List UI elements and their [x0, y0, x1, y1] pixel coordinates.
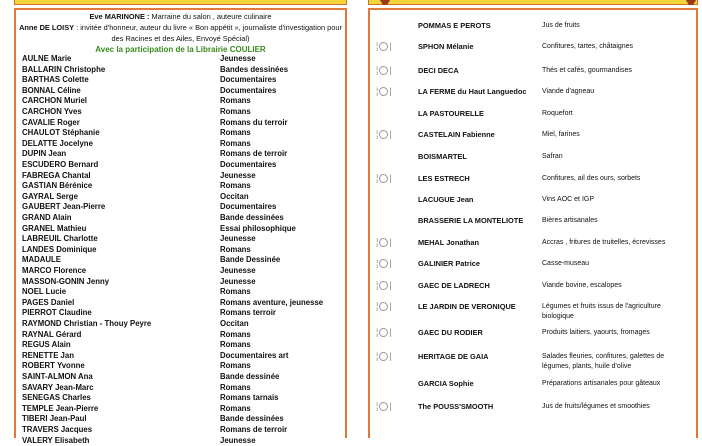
plate-cutlery-icon: ¦ |: [376, 327, 392, 337]
producer-desc: Produits laitiers, yaourts, fromages: [542, 329, 650, 336]
author-genre: Romans tarnais: [220, 393, 279, 403]
author-genre: Romans: [220, 107, 251, 116]
author-row: [22, 319, 345, 330]
marraine-line: Eve MARINONE : Marraine du salon , auteure culinaire: [89, 12, 272, 21]
author-name: REGUS Alain: [22, 340, 71, 350]
author-name: GASTIAN Bérénice: [22, 181, 93, 191]
author-name: MASSON-GONIN Jenny: [22, 276, 110, 286]
author-name: CHAULOT Stéphanie: [22, 128, 100, 138]
author-genre: Romans de terroir: [220, 149, 288, 159]
author-row: [22, 393, 345, 404]
producer-name: HERITAGE DE GAIA: [418, 352, 489, 361]
author-row: [22, 425, 345, 436]
authors-panel: [14, 8, 347, 445]
producer-name: BOISMARTEL: [418, 152, 467, 161]
author-name: TRAVERS Jacques: [22, 425, 93, 434]
author-row: [22, 255, 345, 266]
producer-desc: Thés et cafés, gourmandises: [542, 67, 632, 74]
producer-name: BRASSERIE LA MONTELIOTE: [418, 216, 524, 225]
author-name: CARCHON Yves: [22, 107, 82, 116]
producer-desc: Viande d'agneau: [542, 88, 595, 95]
producer-desc: Jus de fruits: [542, 22, 580, 29]
author-name: RENETTE Jan: [22, 350, 74, 360]
author-genre: Jeunesse: [220, 435, 256, 445]
producer-desc: Légumes et fruits issus de l'agriculture biologique: [542, 303, 661, 320]
participation-line: Avec la participation de la Librairie COULIER: [95, 45, 266, 54]
producer-desc: Vins AOC et IGP: [542, 196, 595, 203]
producer-name: GALINIER Patrice: [418, 259, 481, 268]
producer-desc: Miel, farines: [542, 131, 580, 138]
author-row: [22, 213, 345, 224]
producer-desc: Roquefort: [542, 110, 573, 117]
author-row: [22, 139, 345, 150]
author-row: [22, 171, 345, 182]
producer-desc: Confitures, ail des ours, sorbets: [542, 175, 641, 182]
producer-name: GAEC DU RODIER: [418, 328, 483, 337]
author-genre: Romans: [220, 361, 251, 371]
author-genre: Occitan: [220, 319, 249, 328]
author-row: [22, 107, 345, 118]
author-name: FABREGA Chantal: [22, 170, 91, 180]
author-name: CARCHON Muriel: [22, 96, 87, 106]
plate-cutlery-icon: ¦ |: [376, 280, 392, 290]
author-name: ROBERT Yvonne: [22, 361, 85, 371]
author-genre: Jeunesse: [220, 54, 256, 63]
author-genre: Bande dessinées: [220, 414, 284, 424]
plate-cutlery-icon: ¦ |: [376, 86, 392, 96]
producer-desc: Préparations artisanales pour gâteaux: [542, 380, 661, 387]
producers-panel: [368, 8, 698, 438]
author-genre: Jeunesse: [220, 234, 256, 244]
author-name: PAGES Daniel: [22, 297, 75, 307]
author-row: [22, 277, 345, 288]
producer-desc: Bières artisanales: [542, 217, 598, 224]
producer-name: POMMAS E PEROTS: [418, 21, 491, 30]
author-genre: Bande Dessinée: [220, 255, 281, 265]
author-genre: Bandes dessinées: [220, 64, 289, 74]
author-genre: Romans: [220, 181, 251, 191]
author-row: [22, 361, 345, 372]
author-genre: Occitan: [220, 191, 249, 201]
author-row: [22, 128, 345, 139]
producer-desc: Confitures, tartes, châtaignes: [542, 43, 634, 50]
author-row: [22, 96, 345, 107]
top-banner-right: [368, 0, 698, 5]
author-genre: Documentaires: [220, 160, 277, 169]
author-genre: Essai philosophique: [220, 223, 296, 233]
author-row: [22, 414, 345, 425]
author-genre: Documentaires art: [220, 350, 289, 360]
author-name: AULNE Marie: [22, 54, 72, 63]
author-name: LABREUIL Charlotte: [22, 234, 98, 244]
author-genre: Romans de terroir: [220, 425, 288, 434]
author-genre: Romans: [220, 244, 251, 254]
plate-cutlery-icon: ¦ |: [376, 258, 392, 268]
author-name: CAVALIE Roger: [22, 117, 80, 127]
author-row: [22, 298, 345, 309]
author-row: [22, 224, 345, 235]
author-row: [22, 202, 345, 213]
author-genre: Bande dessinée: [220, 372, 280, 381]
invitee-line-2: des Racines et des Ailes, Envoyé Spécial): [111, 34, 250, 43]
top-banner-left: [14, 0, 347, 5]
author-name: MARCO Florence: [22, 266, 87, 275]
producer-name: The POUSS'SMOOTH: [418, 402, 494, 411]
producer-name: LES ESTRECH: [418, 174, 470, 183]
author-genre: Romans: [220, 128, 251, 138]
author-row: [22, 308, 345, 319]
author-genre: Romans: [220, 96, 251, 106]
author-genre: Jeunesse: [220, 266, 256, 275]
author-row: [22, 351, 345, 362]
author-genre: Romans: [220, 329, 251, 339]
producer-name: GAEC DE LADRECH: [418, 281, 490, 290]
author-genre: Romans aventure, jeunesse: [220, 297, 324, 307]
plate-cutlery-icon: ¦ |: [376, 237, 392, 247]
author-row: [22, 118, 345, 129]
author-row: [22, 404, 345, 415]
author-genre: Romans: [220, 403, 251, 413]
producer-name: LACUGUE Jean: [418, 195, 474, 204]
producer-name: MEHAL Jonathan: [418, 238, 480, 247]
author-genre: Documentaires: [220, 85, 277, 95]
producer-desc: Casse-museau: [542, 260, 590, 267]
author-row: [22, 192, 345, 203]
producer-name: LA FERME du Haut Languedoc: [418, 87, 527, 96]
author-row: [22, 160, 345, 171]
producer-desc: Salades fleuries, confitures, galettes de légumes, plants, huile d'olive: [542, 353, 665, 370]
author-name: DUPIN Jean: [22, 149, 67, 159]
author-name: NOEL Lucie: [22, 287, 67, 297]
author-name: MADAULE: [22, 255, 61, 265]
author-name: GAUBERT Jean-Pierre: [22, 202, 106, 212]
producer-name: LE JARDIN DE VERONIQUE: [418, 302, 516, 311]
author-row: [22, 86, 345, 97]
author-name: RAYMOND Christian - Thouy Peyre: [22, 319, 152, 328]
author-row: [22, 340, 345, 351]
author-genre: Jeunesse: [220, 170, 256, 180]
plate-cutlery-icon: ¦ |: [376, 65, 392, 75]
author-name: GRAND Alain: [22, 213, 72, 222]
author-genre: Bande dessinées: [220, 213, 284, 222]
author-row: [22, 181, 345, 192]
author-name: BALLARIN Christophe: [22, 64, 106, 74]
producer-name: CASTELAIN Fabienne: [418, 130, 495, 139]
author-genre: Romans: [220, 138, 251, 148]
author-row: [22, 330, 345, 341]
author-row: [22, 75, 345, 86]
plate-cutlery-icon: ¦ |: [376, 301, 392, 311]
plate-cutlery-icon: ¦ |: [376, 401, 392, 411]
author-row: [22, 287, 345, 298]
producer-name: GARCIA Sophie: [418, 379, 474, 388]
author-genre: Documentaires: [220, 75, 277, 85]
author-name: BARTHAS Colette: [22, 75, 89, 85]
author-genre: Romans du terroir: [220, 117, 288, 127]
author-row: [22, 245, 345, 256]
author-genre: Documentaires: [220, 202, 277, 212]
author-name: PIERROT Claudine: [22, 308, 92, 318]
producer-desc: Jus de fruits/légumes et smoothies: [542, 403, 650, 410]
author-row: [22, 234, 345, 245]
producer-desc: Safran: [542, 153, 563, 160]
producer-name: LA PASTOURELLE: [418, 109, 484, 118]
author-genre: Romans terroir: [220, 308, 276, 318]
author-genre: Jeunesse: [220, 276, 256, 286]
author-genre: Romans: [220, 287, 251, 297]
plate-cutlery-icon: ¦ |: [376, 41, 392, 51]
author-name: DELATTE Jocelyne: [22, 138, 93, 148]
author-genre: Romans: [220, 340, 251, 350]
author-name: TIBERI Jean-Paul: [22, 414, 87, 424]
author-name: GAYRAL Serge: [22, 191, 78, 201]
author-row: [22, 65, 345, 76]
plate-cutlery-icon: ¦ |: [376, 351, 392, 361]
producer-desc: Viande bovine, escalopes: [542, 282, 622, 289]
author-genre: Romans: [220, 382, 251, 392]
author-name: BONNAL Céline: [22, 85, 81, 95]
author-name: SAINT-ALMON Ana: [22, 372, 93, 381]
author-row: [22, 54, 345, 65]
author-name: ESCUDERO Bernard: [22, 160, 99, 169]
plate-cutlery-icon: ¦ |: [376, 173, 392, 183]
author-row: [22, 149, 345, 160]
producer-name: DECI DECA: [418, 66, 459, 75]
author-name: RAYNAL Gérard: [22, 329, 82, 339]
author-name: TEMPLE Jean-Pierre: [22, 403, 99, 413]
author-row: [22, 436, 345, 446]
author-row: [22, 266, 345, 277]
author-row: [22, 372, 345, 383]
author-name: LANDES Dominique: [22, 244, 97, 254]
author-name: GRANEL Mathieu: [22, 223, 87, 233]
author-name: SENEGAS Charles: [22, 393, 91, 403]
producer-name: SPHON Mélanie: [418, 42, 474, 51]
author-row: [22, 383, 345, 394]
author-name: SAVARY Jean-Marc: [22, 382, 94, 392]
invitee-line: Anne DE LOISY : invitée d'honneur, auteur du livre « Bon appétit », journaliste d'investigation pour: [19, 23, 342, 32]
plate-cutlery-icon: ¦ |: [376, 129, 392, 139]
producer-desc: Accras , fritures de truitelles, écrevisses: [542, 239, 666, 246]
author-name: VALERY Elisabeth: [22, 435, 90, 445]
